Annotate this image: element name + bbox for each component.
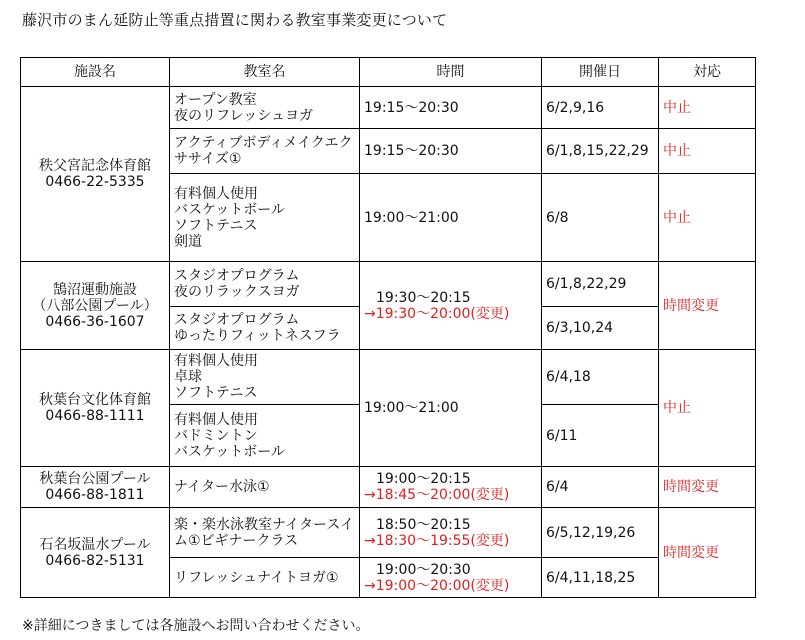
days-cell: 6/1,8,15,22,29 — [542, 129, 659, 174]
class-name: オープン教室 夜のリフレッシュヨガ — [170, 87, 360, 129]
facility-cell — [21, 87, 170, 262]
class-name: 楽・楽水泳教室ナイタースイム①ビギナークラス — [170, 508, 360, 558]
time-original: 19:15～20:30 — [364, 143, 459, 159]
time-cell — [360, 262, 542, 350]
days-cell: 6/11 — [542, 405, 659, 467]
time-original: 19:15～20:30 — [364, 99, 459, 116]
header-days: 開催日 — [542, 58, 659, 87]
response-cell: 中止 — [659, 129, 756, 174]
time-original: 19:00～20:15 — [376, 471, 471, 487]
time-cell — [360, 350, 542, 467]
class-name: 有料個人使用 バドミントン バスケットボール — [170, 405, 360, 467]
table-row — [21, 262, 756, 307]
header-time: 時間 — [360, 58, 542, 87]
days-cell: 6/4 — [542, 467, 659, 508]
time-cell — [360, 558, 542, 598]
class-name: ナイター水泳① — [170, 467, 360, 508]
class-name: スタジオプログラム 夜のリラックスヨガ — [170, 262, 360, 307]
table-row — [21, 467, 756, 508]
facility-name: 鵠沼運動施設 — [53, 281, 137, 298]
facility-name: 秩父宮記念体育館 — [39, 158, 151, 174]
time-cell — [360, 129, 542, 174]
time-original: 18:50～20:15 — [376, 516, 471, 533]
class-name: スタジオプログラム ゆったりフィットネスフラ — [170, 307, 360, 350]
time-cell — [360, 467, 542, 508]
facility-name: 石名坂温水プール — [39, 536, 151, 553]
days-cell: 6/4,11,18,25 — [542, 558, 659, 598]
time-cell — [360, 174, 542, 262]
table-row — [21, 508, 756, 558]
days-cell: 6/1,8,22,29 — [542, 262, 659, 307]
time-original: 19:30～20:15 — [376, 289, 471, 306]
facility-cell — [21, 262, 170, 350]
time-original: 19:00～21:00 — [364, 400, 459, 416]
response-cell: 中止 — [659, 350, 756, 467]
header-facility: 施設名 — [21, 58, 170, 87]
days-cell: 6/8 — [542, 174, 659, 262]
facility-cell — [21, 350, 170, 467]
header-response: 対応 — [659, 58, 756, 87]
class-name: 有料個人使用 バスケットボール ソフトテニス 剣道 — [170, 174, 360, 262]
header-class: 教室名 — [170, 58, 360, 87]
table-row — [21, 87, 756, 129]
time-cell — [360, 87, 542, 129]
facility-subname: （八部公園プール） — [32, 297, 158, 314]
table-row — [21, 350, 756, 405]
facility-phone: 0466-22-5335 — [45, 174, 145, 190]
response-cell: 時間変更 — [659, 467, 756, 508]
days-cell: 6/5,12,19,26 — [542, 508, 659, 558]
time-changed: →18:30～19:55(変更) — [364, 532, 510, 549]
response-cell: 時間変更 — [659, 508, 756, 598]
footnote: ※詳細につきましては各施設へお問い合わせください。 — [22, 618, 370, 634]
facility-phone: 0466-88-1111 — [45, 408, 145, 424]
response-cell: 中止 — [659, 87, 756, 129]
time-changed: →19:00～20:00(変更) — [364, 577, 510, 594]
facility-name: 秋葉台文化体育館 — [39, 392, 151, 408]
time-changed: →19:30～20:00(変更) — [364, 305, 510, 322]
facility-phone: 0466-88-1811 — [45, 487, 145, 503]
days-cell: 6/4,18 — [542, 350, 659, 405]
class-name: アクティブボディメイクエクササイズ① — [170, 129, 360, 174]
time-changed: →18:45～20:00(変更) — [364, 487, 510, 503]
facility-phone: 0466-82-5131 — [45, 552, 145, 569]
schedule-table — [20, 57, 756, 598]
facility-phone: 0466-36-1607 — [45, 313, 145, 330]
days-cell: 6/2,9,16 — [542, 87, 659, 129]
class-name: 有料個人使用 卓球 ソフトテニス — [170, 350, 360, 405]
header-row — [21, 58, 756, 87]
class-name: リフレッシュナイトヨガ① — [170, 558, 360, 598]
days-cell: 6/3,10,24 — [542, 307, 659, 350]
facility-name: 秋葉台公園プール — [39, 471, 151, 487]
facility-cell — [21, 467, 170, 508]
document-title: 藤沢市のまん延防止等重点措置に関わる教室事業変更について — [22, 11, 448, 29]
response-cell: 中止 — [659, 174, 756, 262]
response-cell: 時間変更 — [659, 262, 756, 350]
time-original: 19:00～21:00 — [364, 209, 459, 226]
time-original: 19:00～20:30 — [376, 561, 471, 578]
time-cell — [360, 508, 542, 558]
facility-cell — [21, 508, 170, 598]
